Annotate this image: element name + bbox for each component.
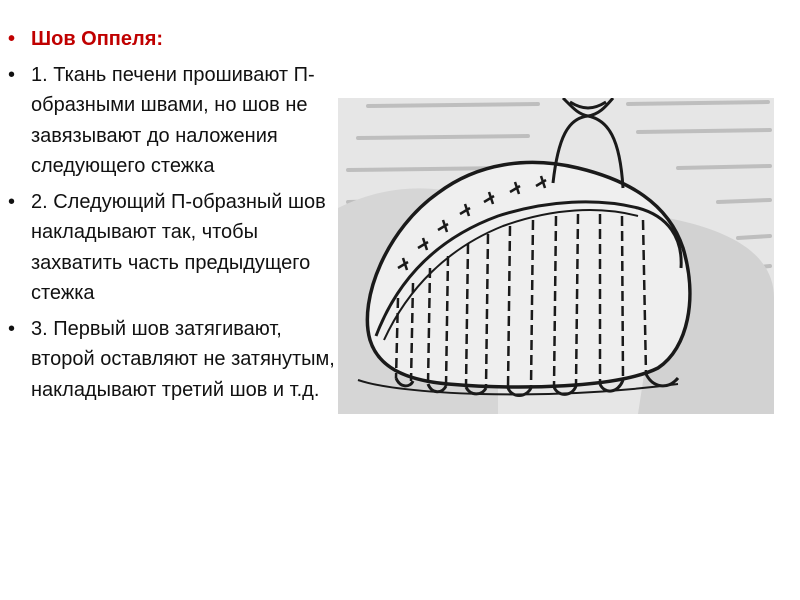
bullet-item-3 (8, 314, 338, 406)
bullet-text-1: 1. Ткань печени прошивают П-образными швами, но шов не завязывают до наложения следующего стежка (31, 63, 315, 177)
bullet-icon: • (8, 63, 16, 86)
bullet-item-2 (8, 187, 338, 309)
heading-text: Шов Оппеля: (31, 28, 164, 50)
bullet-item-1 (8, 60, 338, 182)
slide-heading (8, 24, 338, 55)
bullet-text-2: 2. Следующий П-образный шов накладывают так, чтобы захватить часть предыдущего стежка (31, 190, 326, 304)
bullet-icon: • (8, 317, 16, 340)
bullet-icon: • (8, 190, 16, 213)
bullet-icon: • (8, 28, 16, 50)
liver-suture-illustration (338, 98, 774, 414)
bullet-text-3: 3. Первый шов затягивают, второй оставляют не затянутым, накладывают третий шов и т.д. (31, 317, 335, 401)
bullet-list (8, 24, 338, 410)
